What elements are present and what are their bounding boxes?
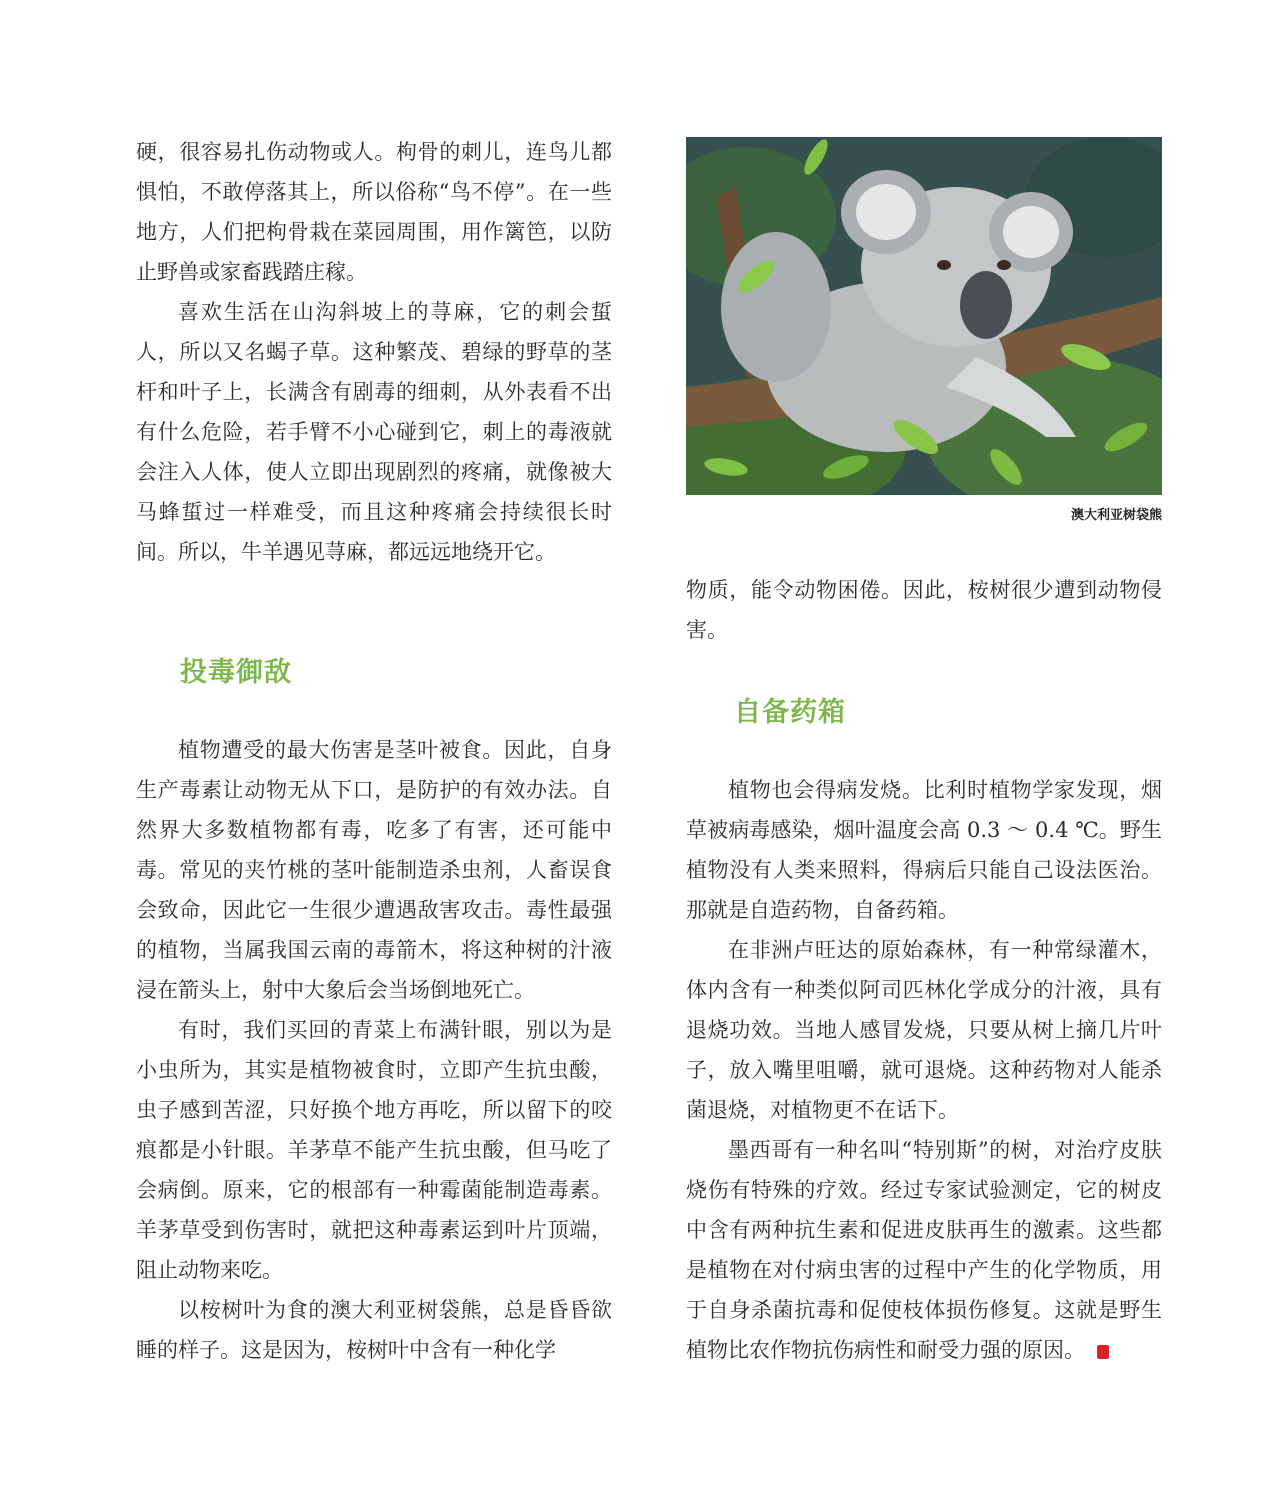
paragraph-mexico-text: 墨西哥有一种名叫“特别斯”的树，对治疗皮肤烧伤有特殊的疗效。经过专家试验测定，它的树皮中含有两种抗生素和促进皮肤再生的激素。这些都是植物在对付病虫害的过程中产生的化学物质，用于自身杀菌抗毒和促使枝体损伤修复。这就是野生植物比农作物抗伤病性和耐受力强的原因。 xyxy=(686,1138,1162,1362)
paragraph-qianma: 喜欢生活在山沟斜坡上的荨麻，它的刺会蜇人，所以又名蝎子草。这种繁茂、碧绿的野草的茎杆和叶子上，长满含有剧毒的细刺，从外表看不出有什么危险，若手臂不小心碰到它，刺上的毒液就会注入人体，使人立即出现剧烈的疼痛，就像被大马蜂蜇过一样难受，而且这种疼痛会持续很长时间。所以，牛羊遇见荨麻，都远远地绕开它。 xyxy=(136,300,612,564)
koala-photo xyxy=(686,137,1162,495)
paragraph-rwanda: 在非洲卢旺达的原始森林，有一种常绿灌木，体内含有一种类似阿司匹林化学成分的汁液，具有退烧功效。当地人感冒发烧，只要从树上摘几片叶子，放入嘴里咀嚼，就可退烧。这种药物对人能杀菌退烧，对植物更不在话下。 xyxy=(686,938,1162,1122)
end-mark-icon: S xyxy=(1097,1345,1109,1359)
paragraph-mexico xyxy=(686,1130,1162,1370)
paragraph-fever: 植物也会得病发烧。比利时植物学家发现，烟草被病毒感染，烟叶温度会高 0.3 ～ 0.4 ℃。野生植物没有人类来照料，得病后只能自己设法医治。那就是自造药物，自备药箱。 xyxy=(686,778,1162,922)
section-heading-zibei: 自备药箱 xyxy=(734,697,846,728)
paragraph-gouqu: 硬，很容易扎伤动物或人。枸骨的刺儿，连鸟儿都惧怕，不敢停落其上，所以俗称“鸟不停”。在一些地方，人们把枸骨栽在菜园周围，用作篱笆，以防止野兽或家畜践踏庄稼。 xyxy=(136,140,612,284)
section-heading-toudu: 投毒御敌 xyxy=(180,657,292,688)
right-column-top xyxy=(686,570,1162,650)
paragraph-koala-continued: 物质，能令动物困倦。因此，桉树很少遭到动物侵害。 xyxy=(686,578,1162,642)
paragraph-toxins: 植物遭受的最大伤害是茎叶被食。因此，自身生产毒素让动物无从下口，是防护的有效办法。自然界大多数植物都有毒，吃多了有害，还可能中毒。常见的夹竹桃的茎叶能制造杀虫剂，人畜误食会致命，因此它一生很少遭遇敌害攻击。毒性最强的植物，当属我国云南的毒箭木，将这种树的汁液浸在箭头上，射中大象后会当场倒地死亡。 xyxy=(136,738,612,1002)
paragraph-anti-insect-acid: 有时，我们买回的青菜上布满针眼，别以为是小虫所为，其实是植物被食时，立即产生抗虫酸，虫子感到苦涩，只好换个地方再吃，所以留下的咬痕都是小针眼。羊茅草不能产生抗虫酸，但马吃了会病倒。原来，它的根部有一种霉菌能制造毒素。羊茅草受到伤害时，就把这种毒素运到叶片顶端，阻止动物来吃。 xyxy=(136,1018,612,1282)
paragraph-koala: 以桉树叶为食的澳大利亚树袋熊，总是昏昏欲睡的样子。这是因为，桉树叶中含有一种化学 xyxy=(136,1298,612,1362)
left-column-bottom xyxy=(136,730,612,1370)
right-column-bottom xyxy=(686,770,1162,1370)
left-column-top xyxy=(136,132,612,572)
photo-caption: 澳大利亚树袋熊 xyxy=(1070,508,1162,523)
